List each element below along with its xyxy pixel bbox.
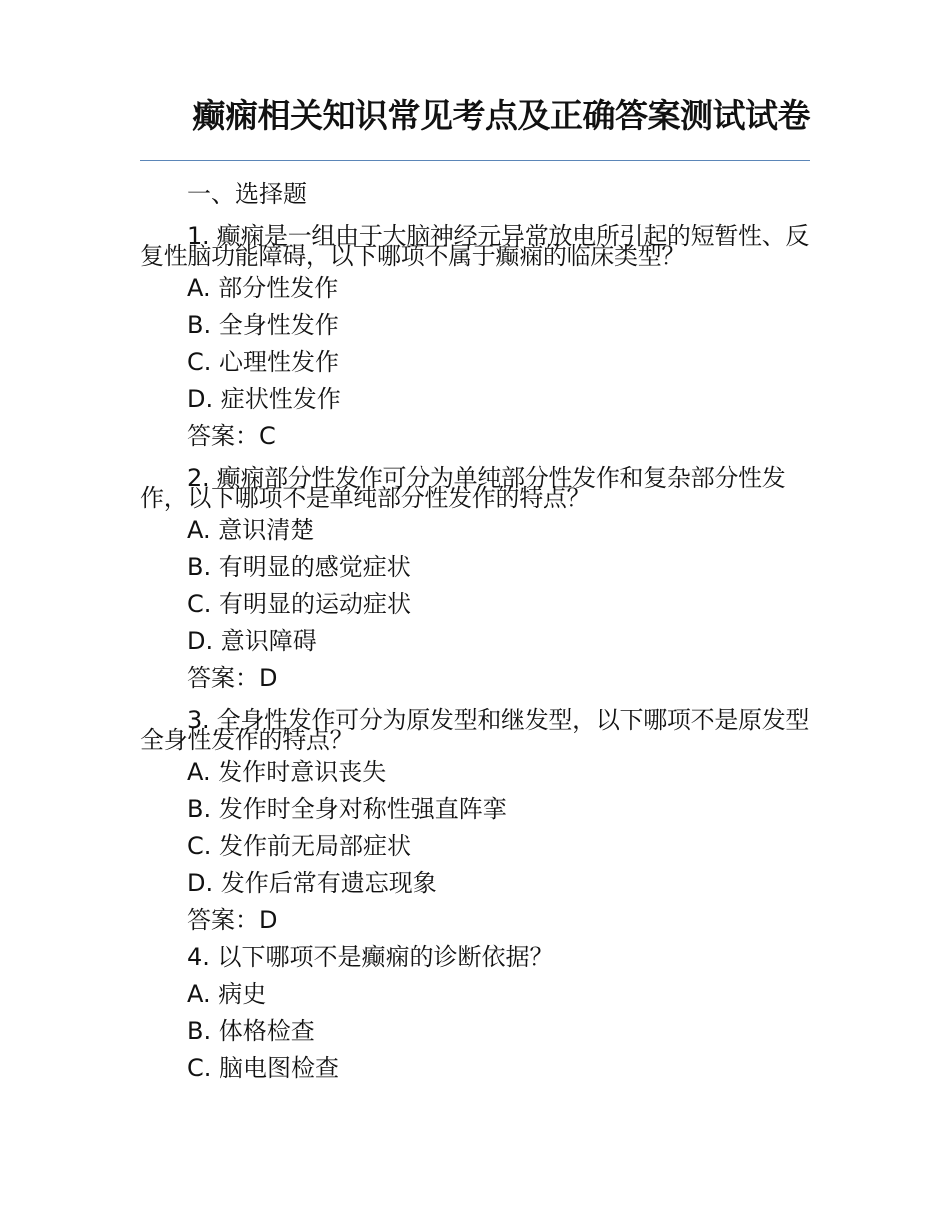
document-title: 癫痫相关知识常见考点及正确答案测试试卷 xyxy=(192,96,810,135)
question-text: 2. 癫痫部分性发作可分为单纯部分性发作和复杂部分性发作，以下哪项不是单纯部分性发作的特点？ xyxy=(140,464,786,512)
answer: 答案：D xyxy=(187,906,278,934)
question-text: 1. 癫痫是一组由于大脑神经元异常放电所引起的短暂性、反复性脑功能障碍，以下哪项不属于癫痫的临床类型？ xyxy=(140,222,810,270)
option-a: A. 部分性发作 xyxy=(187,274,339,302)
option-c: C. 发作前无局部症状 xyxy=(187,832,412,860)
section-heading: 一、选择题 xyxy=(187,180,307,208)
option-b: B. 发作时全身对称性强直阵挛 xyxy=(187,795,507,823)
question-text: 3. 全身性发作可分为原发型和继发型，以下哪项不是原发型全身性发作的特点？ xyxy=(140,706,810,754)
option-a: A. 发作时意识丧失 xyxy=(187,758,387,786)
option-b: B. 有明显的感觉症状 xyxy=(187,553,411,581)
option-a: A. 病史 xyxy=(187,980,267,1008)
option-c: C. 心理性发作 xyxy=(187,348,340,376)
option-c: C. 脑电图检查 xyxy=(187,1054,340,1082)
answer: 答案：C xyxy=(187,422,276,450)
option-b: B. 全身性发作 xyxy=(187,311,339,339)
document-body xyxy=(140,176,810,1087)
option-c: C. 有明显的运动症状 xyxy=(187,590,412,618)
option-d: D. 发作后常有遗忘现象 xyxy=(187,869,437,897)
option-d: D. 症状性发作 xyxy=(187,385,341,413)
answer: 答案：D xyxy=(187,664,278,692)
title-underline xyxy=(140,160,810,161)
option-a: A. 意识清楚 xyxy=(187,516,315,544)
question-text: 4. 以下哪项不是癫痫的诊断依据？ xyxy=(187,943,554,971)
option-d: D. 意识障碍 xyxy=(187,627,317,655)
option-b: B. 体格检查 xyxy=(187,1017,315,1045)
